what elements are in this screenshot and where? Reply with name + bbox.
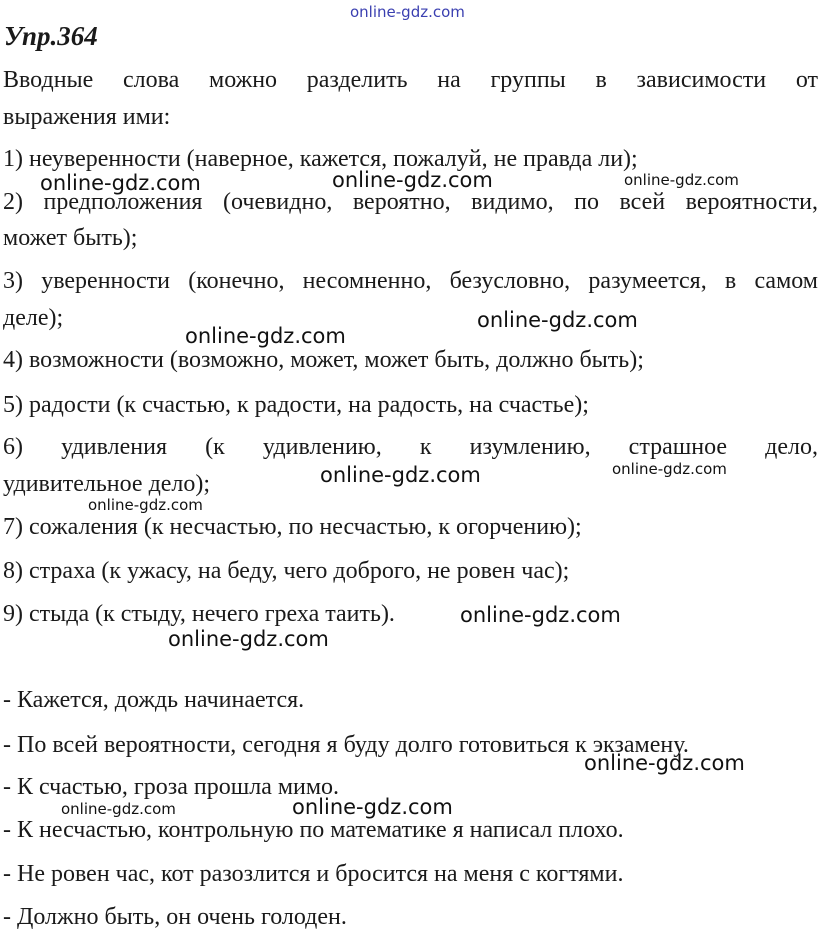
header-watermark: online-gdz.com [350,3,465,21]
intro-line-2: выражения ими: [3,104,171,130]
example-4: - К несчастью, контрольную по математике я написал плохо. [3,817,624,843]
watermark: online-gdz.com [168,627,329,651]
group-item-6: 6) удивления (к удивлению, к изумлению, страшное дело, [3,434,818,460]
watermark: online-gdz.com [584,751,745,775]
watermark: online-gdz.com [61,800,176,818]
watermark: online-gdz.com [460,603,621,627]
group-item-7: 7) сожаления (к несчастью, по несчастью, к огорчению); [3,514,582,540]
watermark: online-gdz.com [88,496,203,514]
example-2: - По всей вероятности, сегодня я буду долго готовиться к экзамену. [3,732,689,758]
example-5: - Не ровен час, кот разозлится и бросится на меня с когтями. [3,861,624,887]
watermark: online-gdz.com [612,460,727,478]
watermark: online-gdz.com [320,463,481,487]
group-item-3: 3) уверенности (конечно, несомненно, безусловно, разумеется, в самом [3,268,818,294]
group-item-4: 4) возможности (возможно, может, может быть, должно быть); [3,347,644,373]
group-item-2-cont: может быть); [3,225,138,251]
group-item-2: 2) предположения (очевидно, вероятно, видимо, по всей вероятности, [3,189,818,215]
watermark: online-gdz.com [332,168,493,192]
watermark: online-gdz.com [477,308,638,332]
example-1: - Кажется, дождь начинается. [3,687,305,713]
group-item-3-cont: деле); [3,305,64,331]
group-item-1: 1) неуверенности (наверное, кажется, пожалуй, не правда ли); [3,146,638,172]
group-item-9: 9) стыда (к стыду, нечего греха таить). [3,601,395,627]
watermark: online-gdz.com [185,324,346,348]
watermark: online-gdz.com [292,795,453,819]
example-6: - Должно быть, он очень голоден. [3,904,347,930]
example-3: - К счастью, гроза прошла мимо. [3,774,340,800]
group-item-6-cont: удивительное дело); [3,471,211,497]
exercise-title: Упр.364 [4,21,98,51]
intro-line-1: Вводные слова можно разделить на группы в зависимости от [3,67,818,93]
group-item-8: 8) страха (к ужасу, на беду, чего доброго, не ровен час); [3,558,570,584]
group-item-5: 5) радости (к счастью, к радости, на радость, на счастье); [3,392,589,418]
watermark: online-gdz.com [624,171,739,189]
watermark: online-gdz.com [40,171,201,195]
